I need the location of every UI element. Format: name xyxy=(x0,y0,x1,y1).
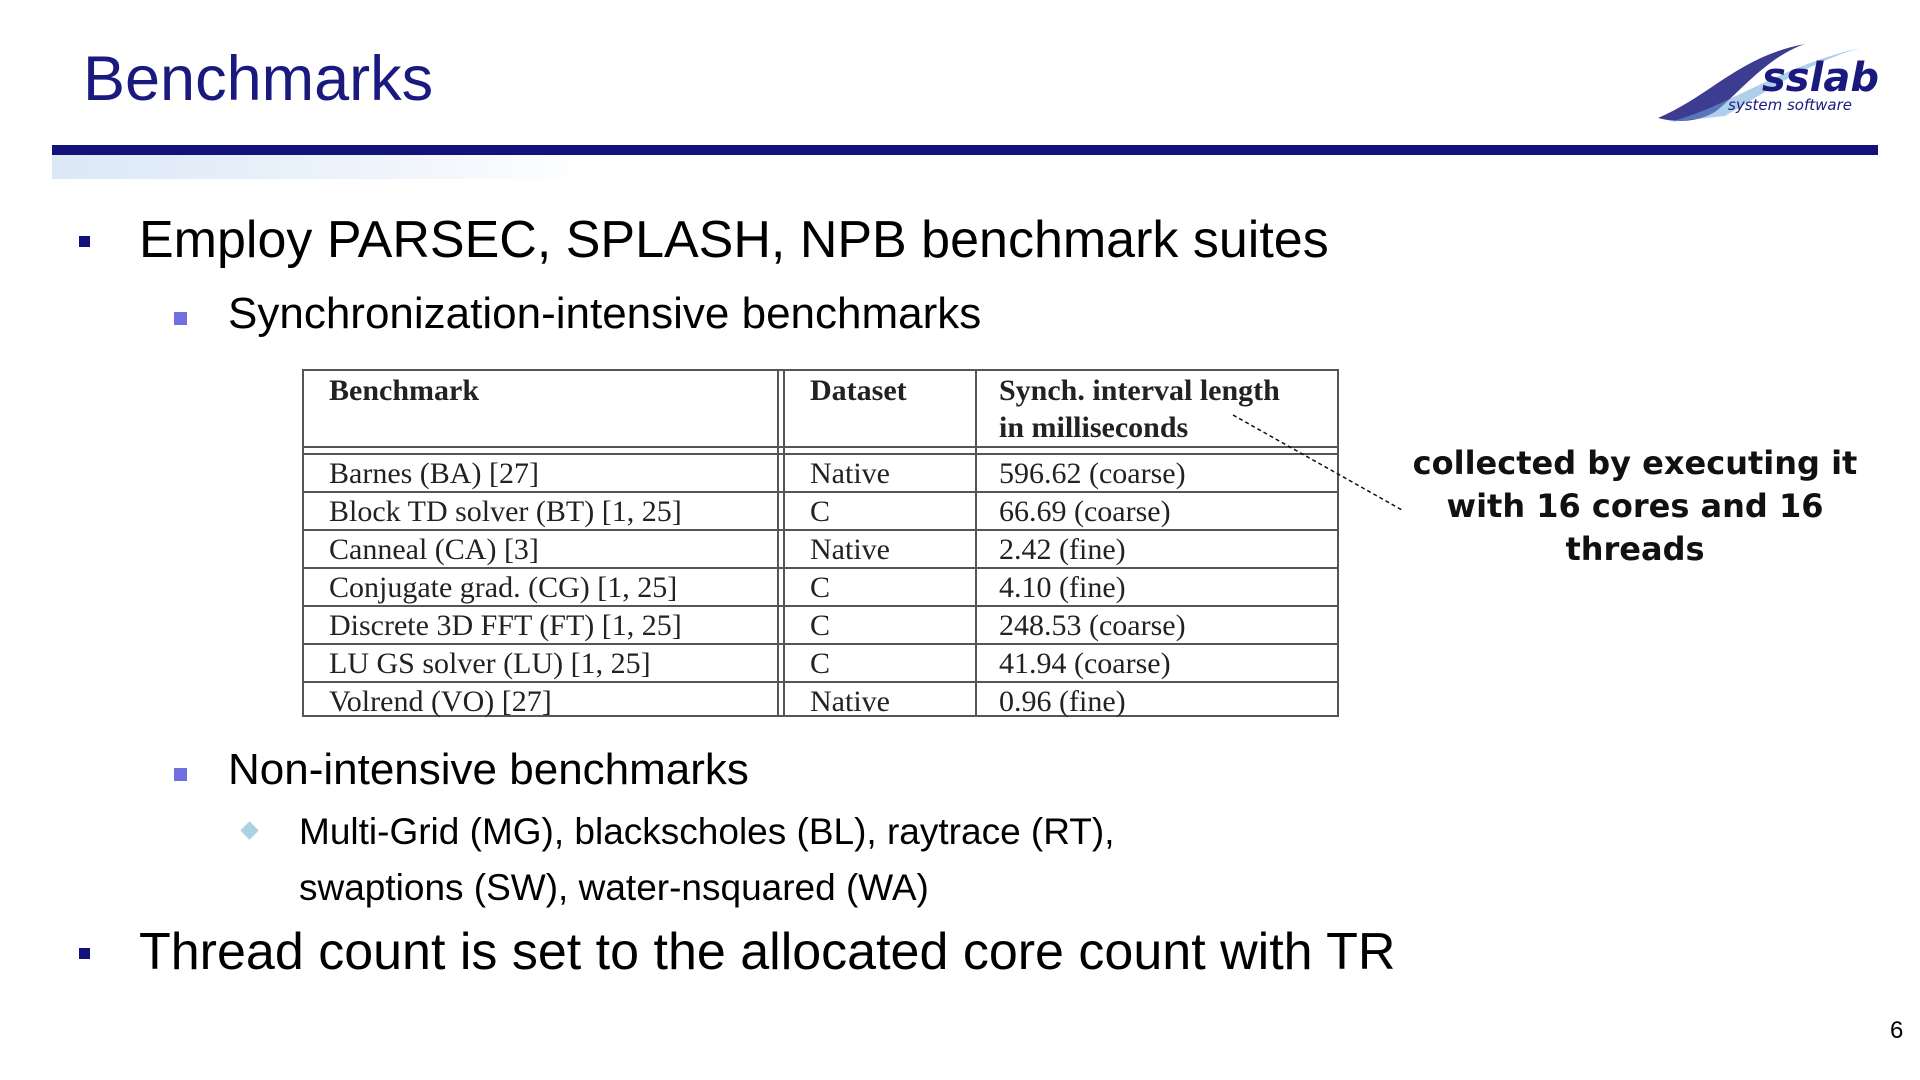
bullet-square-icon xyxy=(79,948,90,959)
table-cell: Discrete 3D FFT (FT) [1, 25] xyxy=(329,609,682,642)
page-number: 6 xyxy=(1890,1017,1904,1044)
bullet-1-2-text: Non-intensive benchmarks xyxy=(228,745,749,794)
table-cell: C xyxy=(810,647,831,680)
table-cell: Conjugate grad. (CG) [1, 25] xyxy=(329,571,678,604)
table-cell: Barnes (BA) [27] xyxy=(329,457,539,490)
table-header-synch-unit: in milliseconds xyxy=(999,411,1189,444)
table-cell: 66.69 (coarse) xyxy=(999,495,1171,528)
table-cell: LU GS solver (LU) [1, 25] xyxy=(329,647,651,680)
table-cell: C xyxy=(810,571,831,604)
table-cell: 596.62 (coarse) xyxy=(999,457,1186,490)
table-header-benchmark: Benchmark xyxy=(329,374,479,407)
table-cell: 41.94 (coarse) xyxy=(999,647,1171,680)
annotation-line: collected by executing it xyxy=(1412,444,1858,482)
bullet-1-2-1 xyxy=(299,804,1279,916)
logo-subtitle: system software xyxy=(1728,96,1853,114)
bullet-1-1-text: Synchronization-intensive benchmarks xyxy=(228,289,982,338)
table-header-synch-interval: Synch. interval length xyxy=(999,374,1280,407)
bullet-square-icon xyxy=(174,768,187,781)
table-cell: 2.42 (fine) xyxy=(999,533,1126,566)
table-cell: 4.10 (fine) xyxy=(999,571,1126,604)
table-cell: Native xyxy=(810,457,890,490)
table-cell: Native xyxy=(810,685,890,718)
bullet-1-text: Employ PARSEC, SPLASH, NPB benchmark suites xyxy=(139,211,1329,269)
table-cell: C xyxy=(810,609,831,642)
bullet-1-2 xyxy=(228,745,749,794)
logo-wordmark: sslab xyxy=(1762,55,1879,101)
annotation-line: with 16 cores and 16 xyxy=(1446,487,1824,525)
table-cell: Canneal (CA) [3] xyxy=(329,533,539,566)
table-cell: Volrend (VO) [27] xyxy=(329,685,552,718)
table-cell: Native xyxy=(810,533,890,566)
table-cell: Block TD solver (BT) [1, 25] xyxy=(329,495,682,528)
table-cell: 0.96 (fine) xyxy=(999,685,1126,718)
bullet-1-2-1-line2: swaptions (SW), water-nsquared (WA) xyxy=(299,867,929,908)
table-header-dataset: Dataset xyxy=(810,374,907,407)
slide-title: Benchmarks xyxy=(83,44,434,114)
bullet-2-text: Thread count is set to the allocated core count with TR xyxy=(139,923,1396,981)
bullet-1-2-1-line1: Multi-Grid (MG), blackscholes (BL), raytrace (RT), xyxy=(299,811,1115,852)
table-cell: 248.53 (coarse) xyxy=(999,609,1186,642)
table-cell: C xyxy=(810,495,831,528)
annotation-line: threads xyxy=(1565,530,1705,568)
annotation-note xyxy=(1405,442,1865,571)
bullet-2 xyxy=(139,923,1396,981)
